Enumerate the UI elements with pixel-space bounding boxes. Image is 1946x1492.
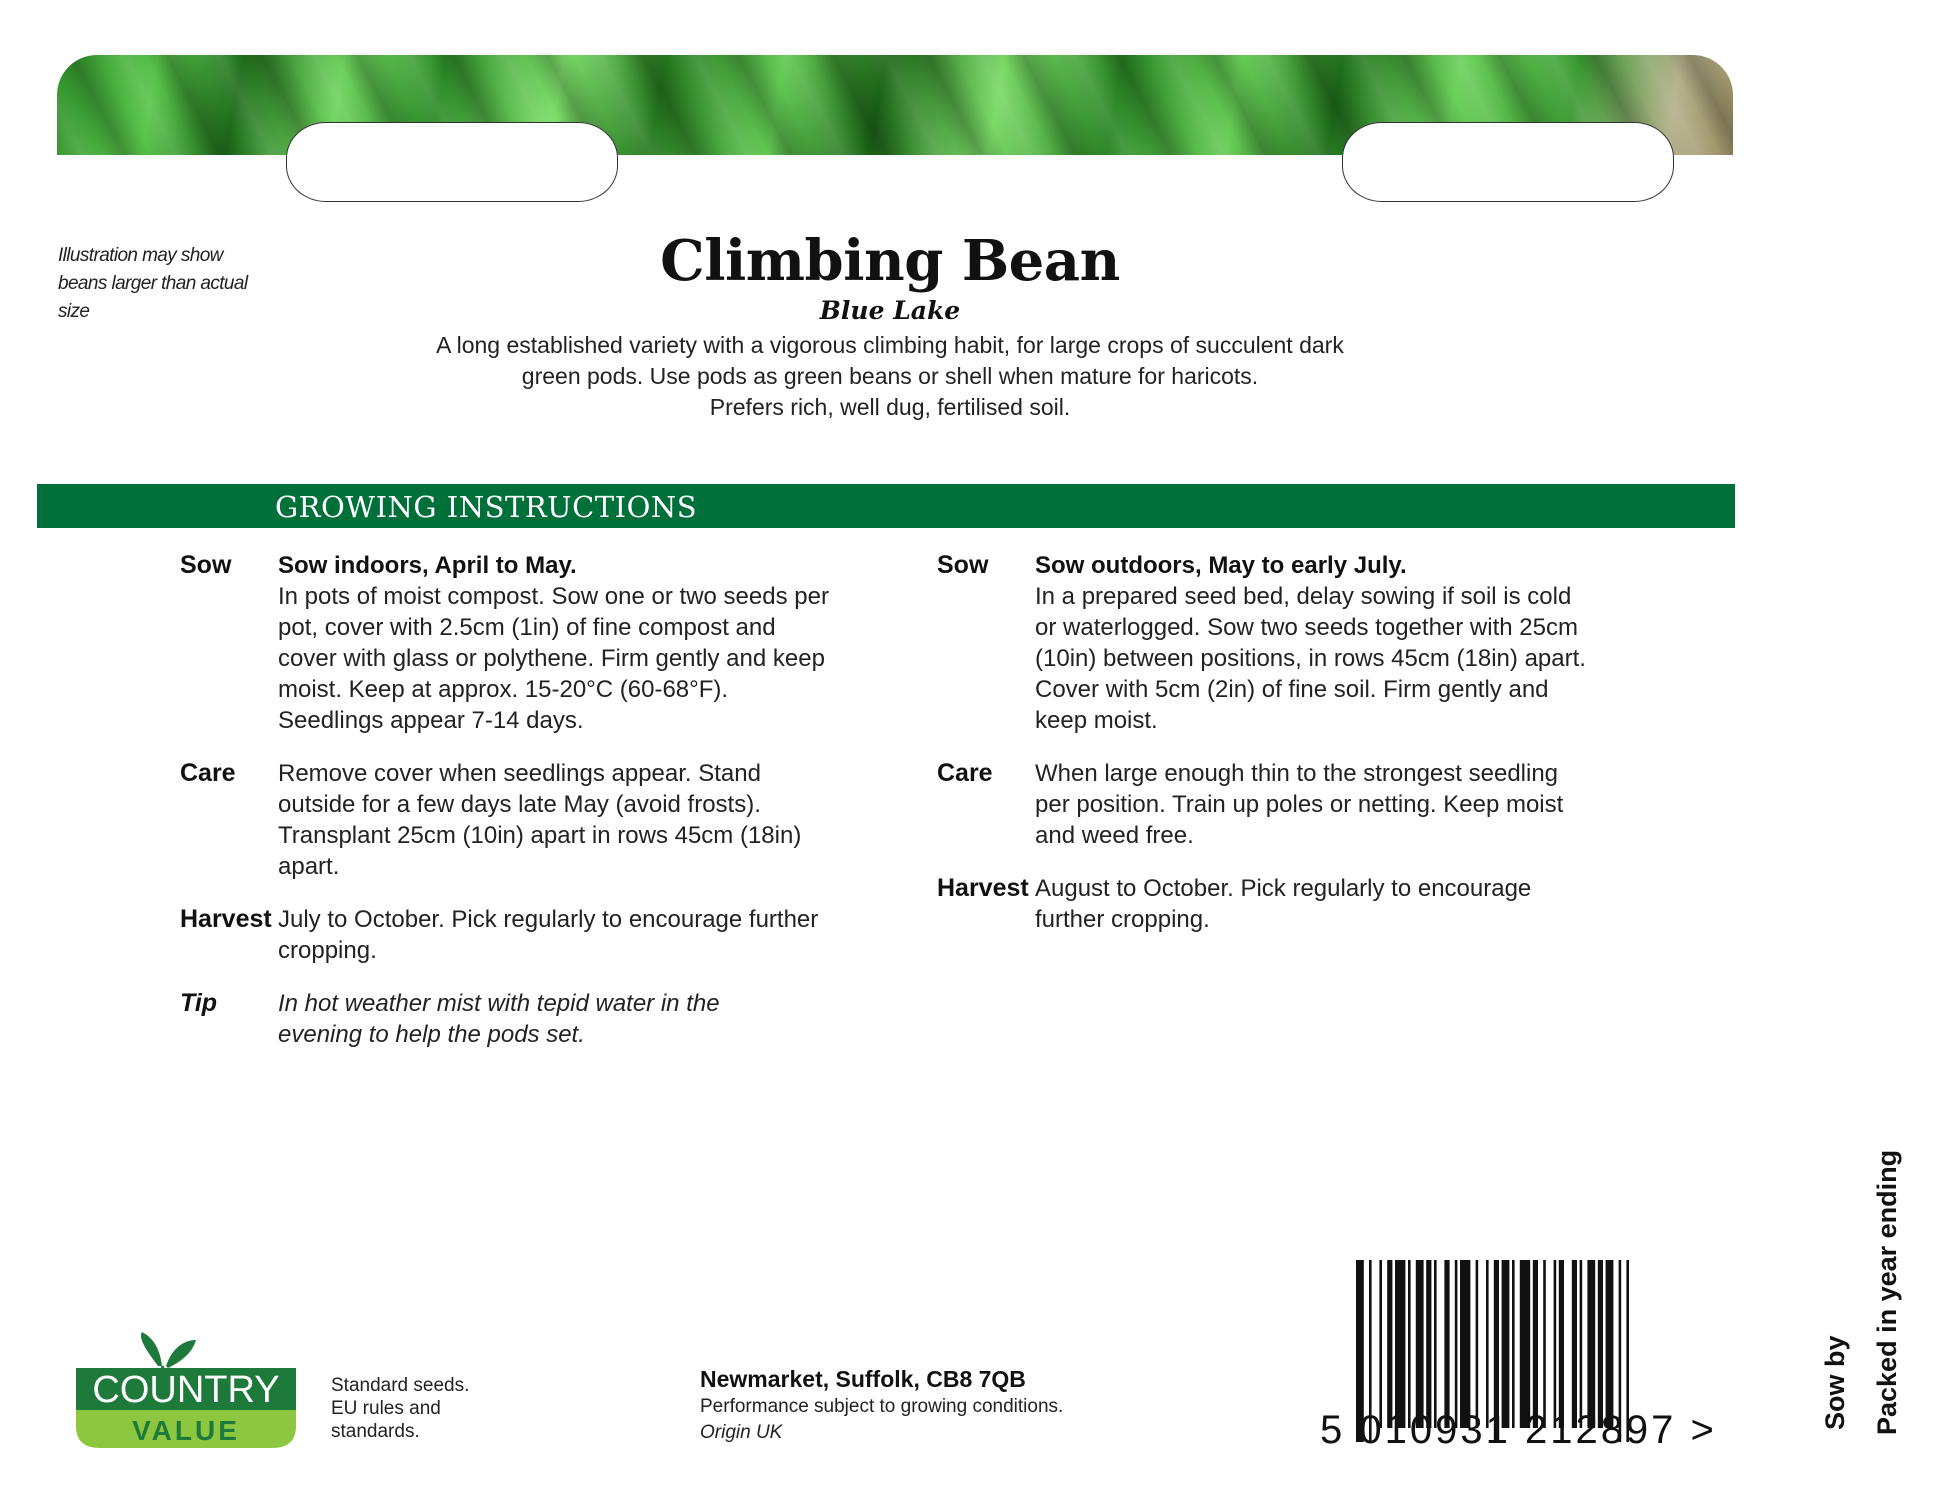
description-line: A long established variety with a vigorous climbing habit, for large crops of succulent dark (436, 332, 1344, 358)
harvest-row (937, 873, 1637, 935)
tip-text: In hot weather mist with tepid water in the evening to help the pods set. (278, 990, 720, 1048)
care-row (937, 758, 1637, 851)
sow-heading: Sow outdoors, May to early July. (1035, 552, 1407, 579)
care-row (180, 758, 880, 882)
tip-row (180, 988, 880, 1050)
illustration-disclaimer: Illustration may show beans larger than actual size (58, 245, 248, 322)
harvest-label: Harvest (937, 874, 1029, 902)
standard-seeds-note: Standard seeds. EU rules and standards. (331, 1375, 470, 1442)
barcode-bar (1520, 1260, 1530, 1428)
section-heading: GROWING INSTRUCTIONS (275, 490, 698, 524)
barcode-bar (1426, 1260, 1431, 1428)
section-heading-bar (37, 484, 1735, 528)
barcode-bar (1598, 1260, 1603, 1428)
logo-text-country: COUNTRY (92, 1369, 280, 1411)
logo-text-value: VALUE (132, 1415, 240, 1446)
variety-name: Blue Lake (819, 296, 961, 325)
packed-year-label: Packed in year ending (1872, 1149, 1902, 1435)
country-value-logo (76, 1330, 296, 1448)
sow-row (180, 550, 880, 736)
sow-text-block (1035, 550, 1595, 736)
sow-text: In pots of moist compost. Sow one or two seeds per pot, cover with 2.5cm (1in) of fine compost and cover with glass or polythene. Firm gently and keep moist. Keep at approx. 15-20°C (60-68°F). Seedlings appear 7-14 days. (278, 583, 829, 734)
care-text: Remove cover when seedlings appear. Stand outside for a few days late May (avoid frosts). Transplant 25cm (10in) apart in rows 45cm (18in) apart. (278, 760, 802, 880)
harvest-label: Harvest (180, 905, 272, 933)
performance-note: Performance subject to growing conditions. (700, 1396, 1064, 1417)
barcode-bar (1416, 1260, 1424, 1428)
care-label: Care (937, 759, 993, 787)
sow-text: In a prepared seed bed, delay sowing if soil is cold or waterlogged. Sow two seeds together with 25cm (10in) between positions, in rows 45cm (18in) apart. Cover with 5cm (2in) of fine soil. Firm gently and keep moist. (1035, 583, 1586, 734)
harvest-text: July to October. Pick regularly to encourage further cropping. (278, 906, 819, 964)
harvest-text: August to October. Pick regularly to encourage further cropping. (1035, 875, 1532, 933)
barcode-bar (1502, 1260, 1510, 1428)
barcode-bar (1533, 1260, 1538, 1428)
care-label: Care (180, 759, 236, 787)
company-address: Newmarket, Suffolk, CB8 7QB (700, 1366, 1026, 1392)
product-title: Climbing Bean (660, 228, 1120, 294)
barcode-digits: 5 010931 212897 > (1320, 1408, 1717, 1452)
barcode-bar (1460, 1260, 1470, 1428)
barcode-bar (1486, 1260, 1489, 1428)
leaf-sprout-icon (141, 1332, 196, 1370)
barcode-bar (1455, 1260, 1458, 1428)
barcode-bar (1387, 1260, 1392, 1428)
barcode-bar (1434, 1260, 1437, 1428)
barcode-bar (1395, 1260, 1405, 1428)
harvest-row (180, 904, 880, 966)
product-description (420, 330, 1360, 423)
barcode-bar (1572, 1260, 1577, 1428)
tip-label: Tip (180, 989, 218, 1017)
barcode-bar (1476, 1260, 1479, 1428)
sow-by-label: Sow by (1820, 1335, 1850, 1430)
sow-label: Sow (937, 551, 989, 579)
barcode-bar (1587, 1260, 1595, 1428)
instructions-outdoor (937, 550, 1637, 957)
sow-text-block (278, 550, 838, 736)
sow-label: Sow (180, 551, 232, 579)
care-text: When large enough thin to the strongest seedling per position. Train up poles or netting. Keep moist and weed free. (1035, 760, 1564, 849)
hanger-tab-right (1342, 122, 1674, 202)
sow-heading: Sow indoors, April to May. (278, 552, 577, 579)
description-line: green pods. Use pods as green beans or shell when mature for haricots. (521, 363, 1259, 389)
barcode-bar (1559, 1260, 1564, 1428)
description-line: Prefers rich, well dug, fertilised soil. (709, 394, 1071, 420)
barcode-bar (1408, 1260, 1411, 1428)
origin-note: Origin UK (700, 1422, 783, 1443)
sow-row (937, 550, 1637, 736)
company-address-block (700, 1366, 1200, 1444)
hanger-tab-left (286, 122, 618, 202)
barcode-bar (1606, 1260, 1614, 1428)
barcode-bar (1554, 1260, 1557, 1428)
barcode-bar (1444, 1260, 1449, 1428)
barcode-bar (1543, 1260, 1546, 1428)
instructions-indoor (180, 550, 880, 1072)
barcode-bar (1512, 1260, 1515, 1428)
barcode-bar (1580, 1260, 1583, 1428)
barcode-bar (1379, 1260, 1382, 1428)
